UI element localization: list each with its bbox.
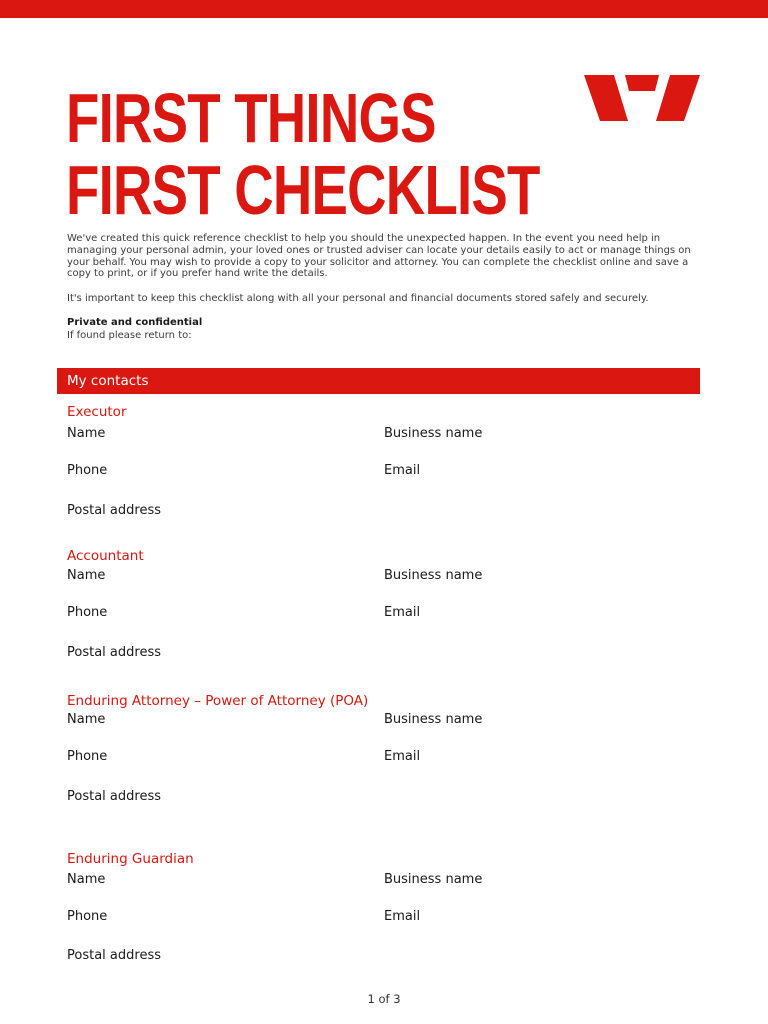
guardian-business-field[interactable]: Business name xyxy=(384,872,483,887)
attorney-phone-field[interactable]: Phone xyxy=(67,749,108,764)
group-title-accountant: Accountant xyxy=(67,548,144,564)
executor-postal-field[interactable]: Postal address xyxy=(67,503,161,518)
attorney-postal-field[interactable]: Postal address xyxy=(67,789,161,804)
executor-phone-field[interactable]: Phone xyxy=(67,463,108,478)
guardian-postal-field[interactable]: Postal address xyxy=(67,948,161,963)
storage-note: It's important to keep this checklist along with all your personal and financial documents stored safely and securely. xyxy=(67,293,649,304)
accountant-email-field[interactable]: Email xyxy=(384,605,421,620)
accountant-name-field[interactable]: Name xyxy=(67,568,106,583)
westpac-logo-icon xyxy=(584,75,700,121)
intro-paragraph: We've created this quick reference checklist to help you should the unexpected happen. In the event you need help in managing your personal admin, your loved ones or trusted adviser can locate your details easily to act or manage things on your behalf. You may wish to provide a copy to your solicitor and attorney. You can complete the checklist online and save a copy to print, or if you prefer hand write the details. xyxy=(67,233,691,280)
section-title: My contacts xyxy=(67,373,149,389)
executor-email-field[interactable]: Email xyxy=(384,463,421,478)
group-title-enduring-guardian: Enduring Guardian xyxy=(67,851,194,867)
executor-name-field[interactable]: Name xyxy=(67,426,106,441)
group-title-enduring-attorney: Enduring Attorney – Power of Attorney (POA) xyxy=(67,693,369,709)
return-label: If found please return to: xyxy=(67,330,192,341)
guardian-name-field[interactable]: Name xyxy=(67,872,106,887)
title-line-2: FIRST CHECKLIST xyxy=(66,151,540,229)
private-label: Private and confidential xyxy=(67,317,203,328)
accountant-phone-field[interactable]: Phone xyxy=(67,605,108,620)
accountant-business-field[interactable]: Business name xyxy=(384,568,483,583)
guardian-email-field[interactable]: Email xyxy=(384,909,421,924)
executor-business-field[interactable]: Business name xyxy=(384,426,483,441)
group-title-executor: Executor xyxy=(67,404,127,420)
top-red-bar xyxy=(0,0,768,18)
attorney-name-field[interactable]: Name xyxy=(67,712,106,727)
section-header-my-contacts xyxy=(57,368,700,394)
accountant-postal-field[interactable]: Postal address xyxy=(67,645,161,660)
attorney-email-field[interactable]: Email xyxy=(384,749,421,764)
title-line-1: FIRST THINGS xyxy=(66,79,436,157)
page-number: 1 of 3 xyxy=(367,992,401,1006)
guardian-phone-field[interactable]: Phone xyxy=(67,909,108,924)
attorney-business-field[interactable]: Business name xyxy=(384,712,483,727)
page-title xyxy=(66,79,540,229)
